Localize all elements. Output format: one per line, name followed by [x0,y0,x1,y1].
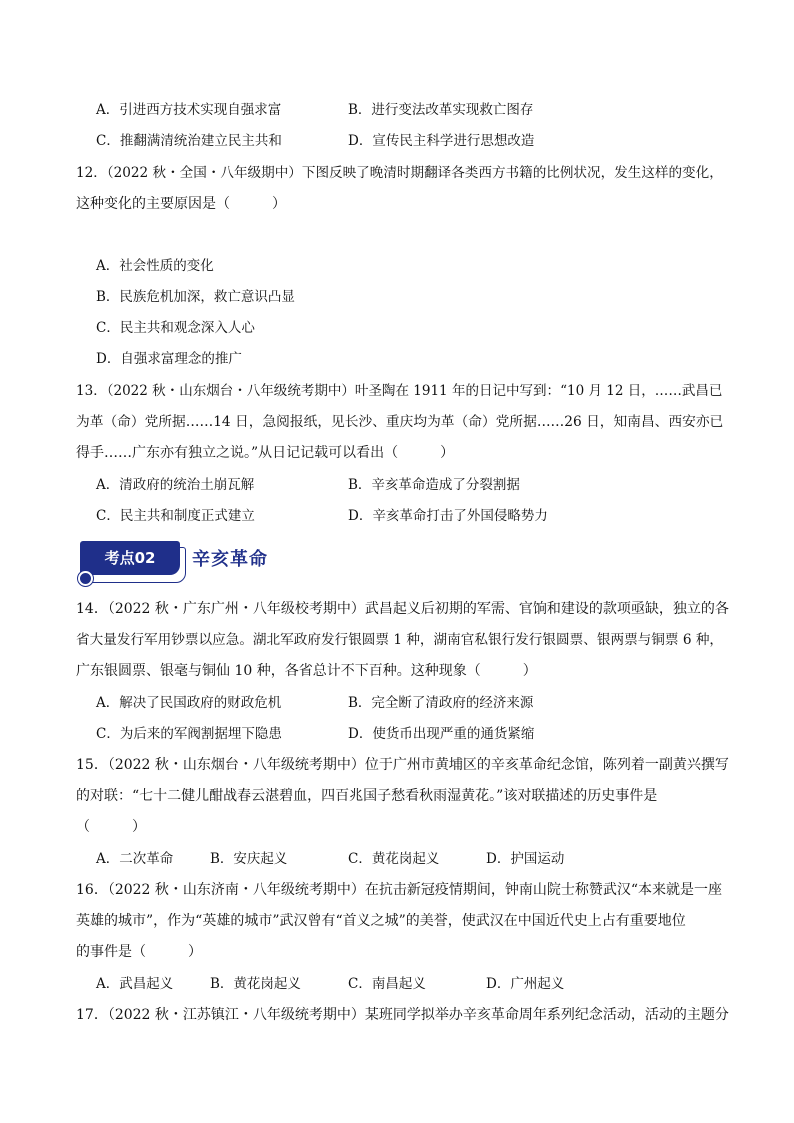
q14-option-d[interactable]: D．使货币出现严重的通货紧缩 [348,726,535,742]
q15-option-a[interactable]: A．二次革命 [96,851,174,867]
q14-option-a[interactable]: A．解决了民国政府的财政危机 [96,695,282,711]
q11-option-c[interactable]: C．推翻满清统治建立民主共和 [96,133,282,149]
q16-stem-line-1: 16．（2022 秋・山东济南・八年级统考期中）在抗击新冠疫情期间，钟南山院士称赞武汉“本来就是一座 [76,882,723,898]
q13-option-b[interactable]: B．辛亥革命造成了分裂割据 [348,477,520,493]
q12-option-a[interactable]: A．社会性质的变化 [96,258,214,274]
q12-stem-line-2: 这种变化的主要原因是（ ） [76,196,286,212]
q14-option-b[interactable]: B．完全断了清政府的经济来源 [348,695,534,711]
q15-stem-line-3: （ ） [76,819,146,835]
q16-option-d[interactable]: D．广州起义 [486,976,565,992]
q14-stem-line-1: 14．（2022 秋・广东广州・八年级校考期中）武昌起义后初期的军需、官饷和建设的款项亟缺，独立的各 [76,601,729,617]
q15-stem-line-1: 15．（2022 秋・山东烟台・八年级统考期中）位于广州市黄埔区的辛亥革命纪念馆，陈列着一副黄兴撰写 [76,757,729,773]
q16-option-a[interactable]: A．武昌起义 [96,976,174,992]
q13-option-c[interactable]: C．民主共和制度正式建立 [96,508,255,524]
q13-stem-line-3: 得手……广东亦有独立之说。”从日记记载可以看出（ ） [76,445,455,461]
q17-stem-line-1: 17．（2022 秋・江苏镇江・八年级统考期中）某班同学拟举办辛亥革命周年系列纪念活动，活动的主题分 [76,1007,729,1023]
q12-stem-line-1: 12．（2022 秋・全国・八年级期中）下图反映了晚清时期翻译各类西方书籍的比例状况，发生这样的变化， [76,165,723,181]
q11-option-d[interactable]: D．宣传民主科学进行思想改造 [348,133,535,149]
q15-option-d[interactable]: D．护国运动 [486,851,565,867]
q12-option-d[interactable]: D．自强求富理念的推广 [96,351,242,367]
q16-option-c[interactable]: C．南昌起义 [348,976,426,992]
q15-option-c[interactable]: C．黄花岗起义 [348,851,440,867]
q14-option-c[interactable]: C．为后来的军阀割据埋下隐患 [96,726,282,742]
section-title: 辛亥革命 [192,549,268,570]
q13-stem-line-1: 13．（2022 秋・山东烟台・八年级统考期中）叶圣陶在 1911 年的日记中写到：“10 月 12 日，……武昌已 [76,383,723,399]
q16-stem-line-2: 英雄的城市”，作为“英雄的城市”武汉曾有“首义之城”的美誉，使武汉在中国近代史上占有重要地位 [76,913,686,929]
q16-stem-line-3: 的事件是（ ） [76,944,202,960]
q15-option-b[interactable]: B．安庆起义 [210,851,288,867]
q13-stem-line-2: 为革（命）党所据……14 日，急阅报纸，见长沙、重庆均为革（命）党所据……26 日，知南昌、西安亦已 [76,414,724,430]
bullet-dot-icon [78,571,93,586]
q14-stem-line-3: 广东银圆票、银毫与铜仙 10 种，各省总计不下百种。这种现象（ ） [76,663,537,679]
q12-option-c[interactable]: C．民主共和观念深入人心 [96,320,255,336]
q11-option-b[interactable]: B．进行变法改革实现救亡图存 [348,102,534,118]
q13-option-a[interactable]: A．清政府的统治土崩瓦解 [96,477,255,493]
q14-stem-line-2: 省大量发行军用钞票以应急。湖北军政府发行银圆票 1 种，湖南官私银行发行银圆票、银两票与铜票 6 种， [76,632,724,648]
q13-option-d[interactable]: D．辛亥革命打击了外国侵略势力 [348,508,548,524]
section-badge: 考点02 [80,541,180,575]
q16-option-b[interactable]: B．黄花岗起义 [210,976,301,992]
q12-option-b[interactable]: B．民族危机加深，救亡意识凸显 [96,289,295,305]
section-header [80,541,380,585]
q15-stem-line-2: 的对联：“七十二健儿酣战春云湛碧血，四百兆国子愁看秋雨湿黄花。”该对联描述的历史事件是 [76,788,658,804]
q11-option-a[interactable]: A．引进西方技术实现自强求富 [96,102,282,118]
